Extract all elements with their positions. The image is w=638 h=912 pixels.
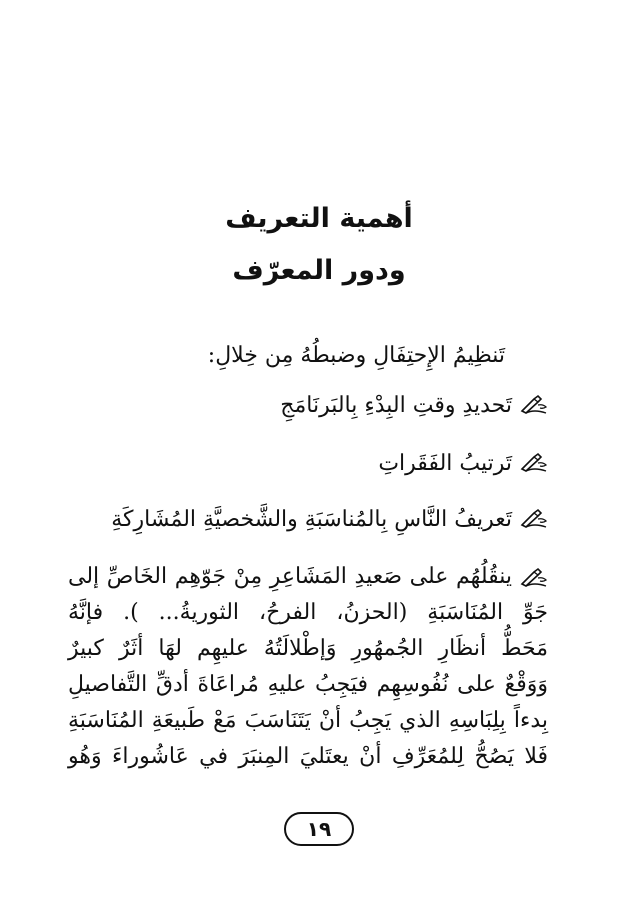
bullet-item xyxy=(111,504,548,536)
bullet-text: تَحديدِ وقتِ البِدْءِ بِالبَرنَامَجِ xyxy=(280,393,512,418)
writing-hand-icon xyxy=(520,393,548,415)
title-line-2: ودور المعرّف xyxy=(232,255,406,286)
bullet-text: تَعريفُ النَّاسِ بِالمُناسَبَةِ والشَّخصيَّةِ المُشَارِكَةِ xyxy=(111,507,512,532)
paragraph-line: فَلا يَصُحُّ لِلمُعَرِّفِ أنْ يعتَليَ المِنبَرَ في عَاشُوراءَ وَهُو xyxy=(68,744,548,769)
intro-text: تَنظِيمُ الإِحتِفَالِ وضبطُهُ مِن خِلالِ: xyxy=(207,343,505,368)
paragraph-line: ينقُلُهُم على صَعيدِ المَشَاعِرِ مِنْ جَوّهِم الخَاصِّ إلى xyxy=(68,564,512,589)
paragraph-line: جَوِّ المُنَاسَبَةِ (الحزنُ، الفرحُ، الثوريةُ... ). فإنَّهُ xyxy=(68,600,548,625)
page-number: ١٩ xyxy=(284,812,354,846)
paragraph-line: بِدءاً بِلِبَاسِهِ الذي يَجِبُ أنْ يَتَنَاسَبَ مَعْ طَبيعَةِ المُنَاسَبَةِ xyxy=(68,708,548,733)
bullet-item xyxy=(280,390,548,422)
writing-hand-icon xyxy=(520,566,548,588)
paragraph-line: مَحَطُّ أنظَارِ الجُمهُورِ وَإطْلالَتُهُ عليهِم لهَا أثَرٌ كبيرٌ xyxy=(68,636,548,661)
title-line-1: أهمية التعريف xyxy=(225,203,413,234)
writing-hand-icon xyxy=(520,507,548,529)
paragraph-line: وَوَقْعٌ على نُفُوسِهِم فيَجِبُ عليهِ مُراعَاةَ أدقِّ التَّفاصيلِ xyxy=(68,672,548,697)
bullet-item xyxy=(378,448,548,480)
writing-hand-icon xyxy=(520,451,548,473)
bullet-text: تَرتيبُ الفَقَراتِ xyxy=(378,451,512,476)
